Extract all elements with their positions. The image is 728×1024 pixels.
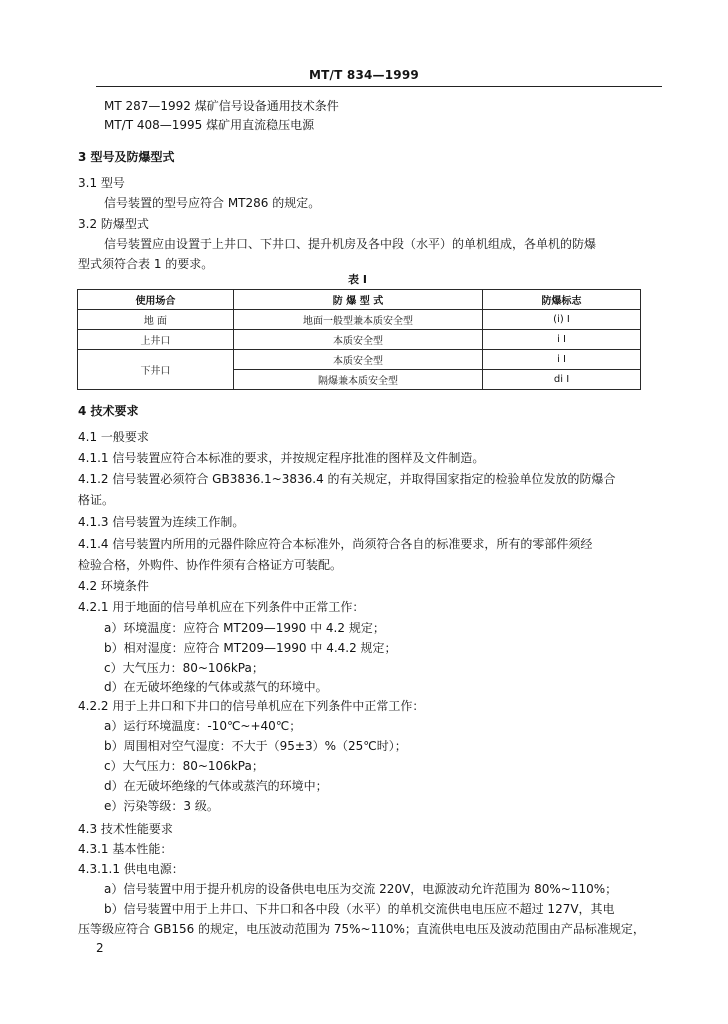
section-4-title: 4 技术要求 xyxy=(78,404,139,418)
table-cell-type: 本质安全型 xyxy=(233,330,482,350)
list-item: a）运行环境温度：-10℃~+40℃； xyxy=(104,719,302,733)
table-cell-mark: i I xyxy=(483,330,641,350)
list-item-cont: 压等级应符合 GB156 的规定，电压波动范围为 75%~110%；直流供电电压及波动范围由产品标准规定， xyxy=(78,922,645,936)
clause-4-2-2: 4.2.2 用于上井口和下井口的信号单机应在下列条件中正常工作： xyxy=(78,699,425,713)
table-cell-place: 地 面 xyxy=(78,310,234,330)
clause-4-3-1-1: 4.3.1.1 供电电源： xyxy=(78,862,184,876)
table-cell-mark: (i) I xyxy=(483,310,641,330)
table-header-cell: 防 爆 型 式 xyxy=(233,290,482,310)
section-3-2-title: 3.2 防爆型式 xyxy=(78,217,149,231)
clause-4-1-4-cont: 检验合格，外购件、协作件须有合格证方可装配。 xyxy=(78,558,343,572)
clause-4-1-2: 4.1.2 信号装置必须符合 GB3836.1~3836.4 的有关规定，并取得国家指定的检验单位发放的防爆合 xyxy=(78,472,616,486)
table-cell-type: 地面一般型兼本质安全型 xyxy=(233,310,482,330)
table-cell-place: 下井口 xyxy=(78,350,234,390)
table-cell-mark: i I xyxy=(483,350,641,370)
list-item: b）相对湿度：应符合 MT209—1990 中 4.4.2 规定； xyxy=(104,641,397,655)
explosion-proof-table xyxy=(77,289,641,390)
table-header-cell: 使用场合 xyxy=(78,290,234,310)
section-4-3-title: 4.3 技术性能要求 xyxy=(78,822,173,836)
table-row xyxy=(78,350,641,370)
list-item: d）在无破坏绝缘的气体或蒸气的环境中。 xyxy=(104,680,328,694)
table-cell-type: 本质安全型 xyxy=(233,350,482,370)
clause-4-1-2-cont: 格证。 xyxy=(78,493,115,507)
list-item: a）环境温度：应符合 MT209—1990 中 4.2 规定； xyxy=(104,621,385,635)
section-4-2-title: 4.2 环境条件 xyxy=(78,579,149,593)
reference-line: MT 287—1992 煤矿信号设备通用技术条件 xyxy=(104,99,339,113)
clause-4-1-4: 4.1.4 信号装置内所用的元器件除应符合本标准外，尚须符合各自的标准要求，所有的零部件须经 xyxy=(78,537,593,551)
clause-4-1-1: 4.1.1 信号装置应符合本标准的要求，并按规定程序批准的图样及文件制造。 xyxy=(78,451,485,465)
list-item: b）信号装置中用于上井口、下井口和各中段（水平）的单机交流供电电压应不超过 127V，其电 xyxy=(104,902,615,916)
reference-line: MT/T 408—1995 煤矿用直流稳压电源 xyxy=(104,118,315,132)
list-item: e）污染等级：3 级。 xyxy=(104,799,219,813)
table-row xyxy=(78,330,641,350)
document-header-code: MT/T 834—1999 xyxy=(309,68,419,82)
section-3-2-text: 信号装置应由设置于上井口、下井口、提升机房及各中段（水平）的单机组成，各单机的防爆 xyxy=(104,237,597,251)
list-item: a）信号装置中用于提升机房的设备供电电压为交流 220V，电源波动允许范围为 80%~110%； xyxy=(104,882,618,896)
header-rule xyxy=(96,86,662,87)
table-header-cell: 防爆标志 xyxy=(483,290,641,310)
list-item: c）大气压力：80~106kPa； xyxy=(104,759,264,773)
section-4-1-title: 4.1 一般要求 xyxy=(78,430,149,444)
section-3-title: 3 型号及防爆型式 xyxy=(78,150,175,164)
section-3-1-text: 信号装置的型号应符合 MT286 的规定。 xyxy=(104,196,321,210)
clause-4-1-3: 4.1.3 信号装置为连续工作制。 xyxy=(78,515,245,529)
table-cell-mark: di I xyxy=(483,370,641,390)
list-item: b）周围相对空气湿度：不大于（95±3）%（25℃时）； xyxy=(104,739,407,753)
section-3-2-text: 型式须符合表 1 的要求。 xyxy=(78,257,214,271)
page-number: 2 xyxy=(96,941,104,955)
table-header-row xyxy=(78,290,641,310)
clause-4-3-1: 4.3.1 基本性能： xyxy=(78,842,173,856)
list-item: d）在无破坏绝缘的气体或蒸汽的环境中； xyxy=(104,779,328,793)
table-cell-type: 隔爆兼本质安全型 xyxy=(233,370,482,390)
list-item: c）大气压力：80~106kPa； xyxy=(104,661,264,675)
table-caption: 表 I xyxy=(348,273,367,286)
clause-4-2-1: 4.2.1 用于地面的信号单机应在下列条件中正常工作： xyxy=(78,600,365,614)
section-3-1-title: 3.1 型号 xyxy=(78,176,125,190)
table-row xyxy=(78,310,641,330)
table-cell-place: 上井口 xyxy=(78,330,234,350)
